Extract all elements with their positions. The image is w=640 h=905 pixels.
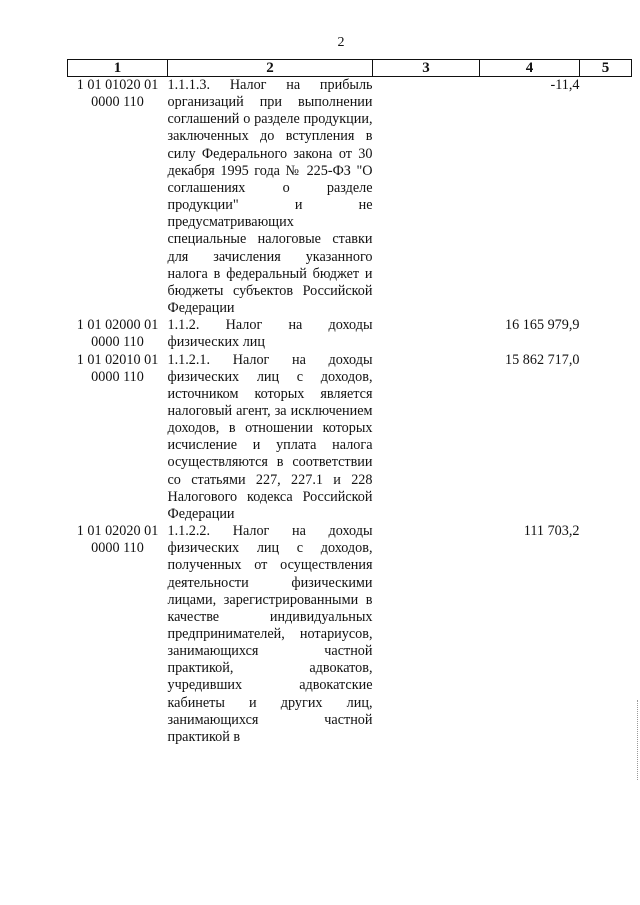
income-description [168, 317, 373, 351]
table-row [68, 77, 632, 318]
budget-code: 1 01 01020 01 0000 110 [76, 77, 159, 111]
column-3-cell [373, 317, 480, 351]
table-row [68, 523, 632, 746]
income-description-text: 1.1.1.3. Налог на прибыль организаций при выполнении соглашений о разделе продукции, заключенных до вступления в силу Федерального закона от 30 декабря 1995 года № 225-ФЗ "О соглашениях о разделе продукции" и не предусматривающих специальные налоговые ставки для зачисления указанного налога в федеральный бюджет и бюджеты субъектов Российской Федерации [167, 77, 373, 317]
amount-cell: -11,4 [550, 77, 580, 93]
column-3-cell [373, 77, 480, 318]
column-header-1: 1 [68, 60, 168, 77]
budget-table [67, 59, 632, 746]
table-row [68, 352, 632, 524]
column-5-cell [580, 77, 632, 318]
table-row [68, 317, 632, 351]
budget-code: 1 01 02010 01 0000 110 [76, 351, 159, 385]
income-description-text: 1.1.2.1. Налог на доходы физических лиц с доходов, источником которых является налоговый агент, за исключением доходов, в отношении которых исчисление и уплата налога осуществляются в соответствии со статьями 227, 227.1 и 228 Налогового кодекса Российской Федерации [167, 351, 373, 522]
income-description-text: 1.1.2. Налог на доходы физических лиц [167, 317, 373, 351]
column-header-4: 4 [480, 60, 580, 77]
budget-code: 1 01 02020 01 0000 110 [76, 523, 159, 557]
budget-code: 1 01 02000 01 0000 110 [76, 317, 159, 351]
column-3-cell [373, 352, 480, 524]
income-description-text: 1.1.2.2. Налог на доходы физических лиц с доходов, полученных от осуществления деятельности физическими лицами, зарегистрированными в качестве индивидуальных предпринимателей, нотариусов, занимающихся частной практикой, адвокатов, учредивших адвокатские кабинеты и других лиц, занимающихся частной практикой в [167, 523, 373, 745]
column-header-2: 2 [168, 60, 373, 77]
amount-cell: 15 862 717,0 [505, 351, 580, 368]
column-5-cell [580, 523, 632, 746]
income-description [168, 523, 373, 746]
amount-cell: 16 165 979,9 [505, 317, 580, 334]
column-5-cell [580, 317, 632, 351]
income-description [168, 77, 373, 318]
column-header-3: 3 [373, 60, 480, 77]
column-5-cell [580, 352, 632, 524]
amount-cell: 111 703,2 [523, 523, 580, 540]
column-header-5: 5 [580, 60, 632, 77]
column-3-cell [373, 523, 480, 746]
table-header-row [68, 60, 632, 77]
income-description [168, 352, 373, 524]
page-number: 2 [337, 35, 345, 50]
